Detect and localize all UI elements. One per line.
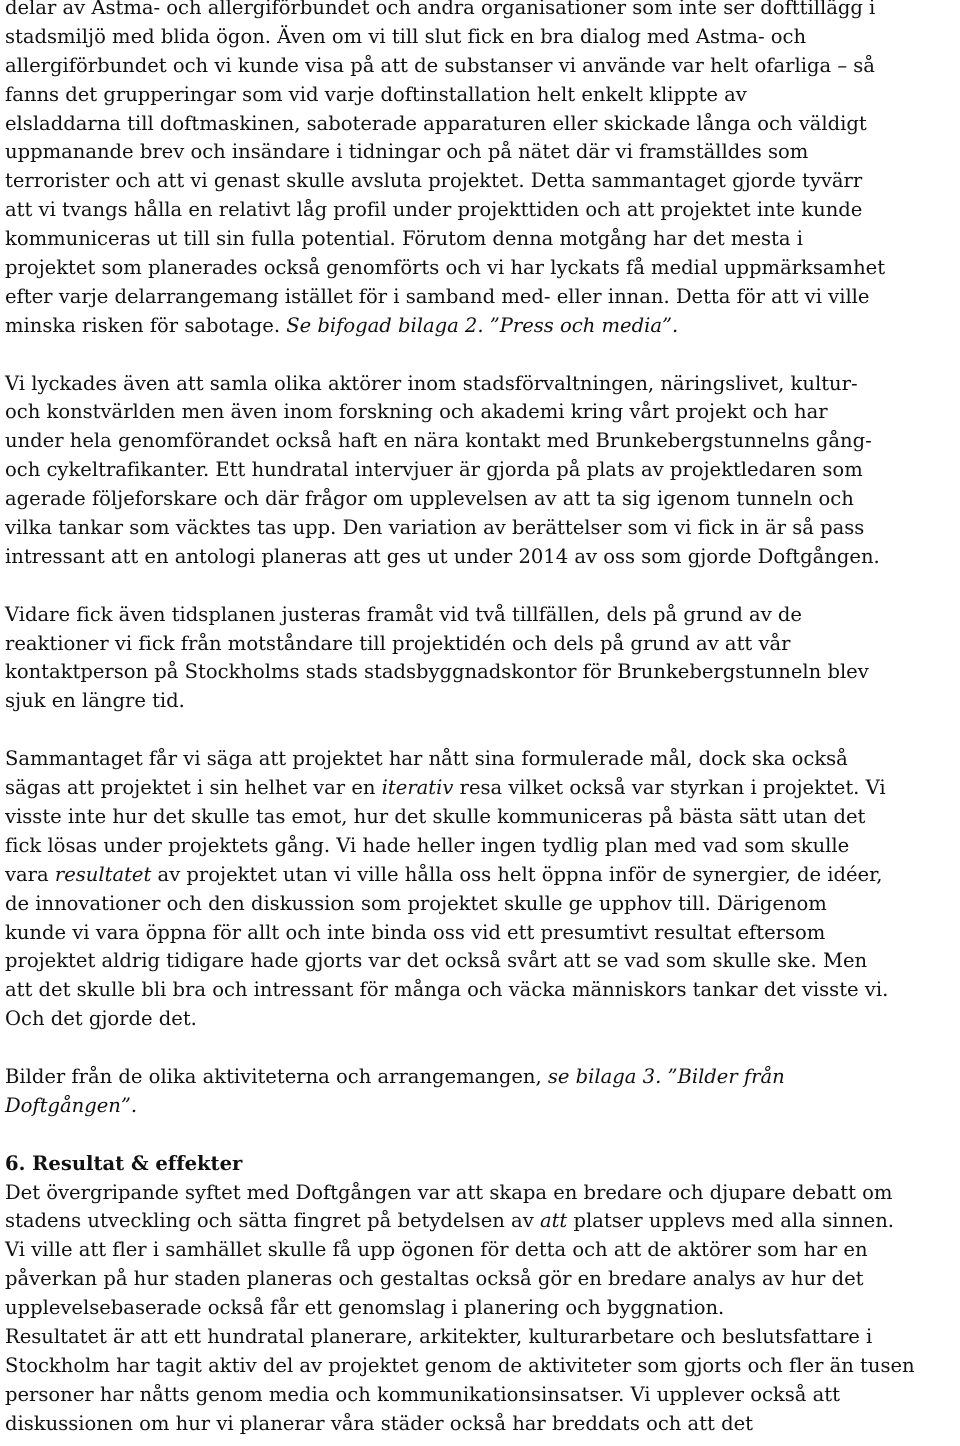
paragraph-3	[5, 601, 957, 717]
text-line: att det skulle bli bra och intressant för många och väcka människors tankar det visste vi.	[5, 978, 889, 1002]
text-line	[5, 312, 957, 341]
text-line: efter varje delarrangemang istället för i samband med- eller innan. Detta för att vi ville	[5, 284, 870, 308]
text-line: terrorister och att vi genast skulle avsluta projektet. Detta sammantaget gjorde tyvärr	[5, 169, 863, 193]
text-line: projektet aldrig tidigare hade gjorts var det också svårt att se vad som skulle ske. Men	[5, 949, 868, 973]
text-run: minska risken för sabotage.	[5, 313, 287, 337]
text-line	[5, 861, 957, 890]
text-line: intressant att en antologi planeras att ges ut under 2014 av oss som gjorde Doftgången.	[5, 544, 880, 568]
paragraph-1	[5, 0, 957, 341]
text-line: Och det gjorde det.	[5, 1007, 197, 1031]
text-line: Stockholm har tagit aktiv del av projektet genom de aktiviteter som gjorts och fler än tusen	[5, 1353, 915, 1377]
text-line: agerade följeforskare och där frågor om upplevelsen av att ta sig igenom tunneln och	[5, 487, 854, 511]
text-run: av projektet utan vi ville hålla oss helt öppna inför de synergier, de idéer,	[151, 862, 883, 886]
text-line: kunde vi vara öppna för allt och inte binda oss vid ett presumtivt resultat eftersom	[5, 920, 826, 944]
text-line: visste inte hur det skulle tas emot, hur det skulle kommuniceras på bästa sätt utan det	[5, 804, 866, 828]
text-line: påverkan på hur staden planeras och gestaltas också gör en bredare analys av hur det	[5, 1267, 864, 1291]
attachment-reference: Se bifogad bilaga 2. ”Press och media”.	[286, 313, 679, 337]
text-line: reaktioner vi fick från motståndare till projektidén och dels på grund av att vår	[5, 631, 791, 655]
text-line	[5, 774, 957, 803]
text-run: sägas att projektet i sin helhet var en	[5, 776, 382, 800]
text-line: delar av Astma- och allergiförbundet och andra organisationer som inte ser dofttillägg i	[5, 0, 876, 19]
text-line: stadsmiljö med blida ögon. Även om vi till slut fick en bra dialog med Astma- och	[5, 24, 807, 48]
text-run: stadens utveckling och sätta fingret på betydelsen av	[5, 1209, 540, 1233]
paragraph-gap	[5, 716, 957, 745]
emphasis: att	[539, 1209, 568, 1233]
paragraph-5	[5, 1063, 957, 1121]
text-line: elsladdarna till doftmaskinen, saboterade apparaturen eller skickade långa och väldigt	[5, 111, 867, 135]
text-line: personer har nåtts genom media och kommunikationsinsatser. Vi upplever också att	[5, 1382, 840, 1406]
paragraph-2	[5, 370, 957, 572]
text-line: fanns det grupperingar som vid varje doftinstallation helt enkelt klippte av	[5, 82, 747, 106]
attachment-reference: Doftgången”.	[5, 1093, 138, 1117]
text-line: under hela genomförandet också haft en nära kontakt med Brunkebergstunnelns gång-	[5, 429, 872, 453]
text-line	[5, 1092, 957, 1121]
paragraph-gap	[5, 1121, 957, 1150]
text-line: Resultatet är att ett hundratal planerare, arkitekter, kulturarbetare och beslutsfattare i	[5, 1324, 873, 1348]
text-line	[5, 1063, 957, 1092]
text-line: att vi tvangs hålla en relativt låg profil under projekttiden och att projektet inte kunde	[5, 198, 863, 222]
text-line: projektet som planerades också genomförts och vi har lyckats få medial uppmärksamhet	[5, 256, 886, 280]
text-line: diskussionen om hur vi planerar våra städer också har breddats och att det	[5, 1411, 753, 1435]
emphasis: resultatet	[54, 862, 152, 886]
attachment-reference: se bilaga 3. ”Bilder från	[547, 1064, 785, 1088]
paragraph-gap	[5, 1034, 957, 1063]
section-heading: 6. Resultat & effekter	[5, 1151, 243, 1175]
text-run: platser upplevs med alla sinnen.	[567, 1209, 894, 1233]
text-line: Vi ville att fler i samhället skulle få upp ögonen för detta och att de aktörer som har en	[5, 1238, 868, 1262]
document-page	[5, 0, 957, 1439]
text-line: allergiförbundet och vi kunde visa på att de substanser vi använde var helt ofarliga – så	[5, 53, 875, 77]
text-line: kommuniceras ut till sin fulla potential. Förutom denna motgång har det mesta i	[5, 227, 803, 251]
text-line: sjuk en längre tid.	[5, 689, 185, 713]
emphasis: iterativ	[381, 776, 454, 800]
text-line	[5, 1207, 957, 1236]
text-run: Bilder från de olika aktiviteterna och arrangemangen,	[5, 1064, 548, 1088]
text-line: kontaktperson på Stockholms stads stadsbyggnadskontor för Brunkebergstunneln blev	[5, 660, 869, 684]
paragraph-gap	[5, 572, 957, 601]
text-line: och konstvärlden men även inom forskning och akademi kring vårt projekt och har	[5, 400, 828, 424]
text-line: och cykeltrafikanter. Ett hundratal intervjuer är gjorda på plats av projektledaren som	[5, 458, 863, 482]
text-line: upplevelsebaserade också får ett genomslag i planering och byggnation.	[5, 1296, 725, 1320]
text-line: fick lösas under projektets gång. Vi hade heller ingen tydlig plan med vad som skulle	[5, 833, 850, 857]
section-results	[5, 1150, 957, 1439]
text-run: resa vilket också var styrkan i projektet. Vi	[453, 776, 886, 800]
text-line: Det övergripande syftet med Doftgången var att skapa en bredare och djupare debatt om	[5, 1180, 893, 1204]
text-line: Sammantaget får vi säga att projektet har nått sina formulerade mål, dock ska också	[5, 747, 848, 771]
text-line: de innovationer och den diskussion som projektet skulle ge upphov till. Därigenom	[5, 891, 827, 915]
text-line: Vi lyckades även att samla olika aktörer inom stadsförvaltningen, näringslivet, kultur-	[5, 371, 858, 395]
paragraph-4	[5, 745, 957, 1034]
text-line: vilka tankar som väcktes tas upp. Den variation av berättelser som vi fick in är så pass	[5, 516, 865, 540]
text-line: Vidare fick även tidsplanen justeras framåt vid två tillfällen, dels på grund av de	[5, 602, 802, 626]
text-line: uppmanande brev och insändare i tidningar och på nätet där vi framställdes som	[5, 140, 809, 164]
text-run: vara	[5, 862, 55, 886]
paragraph-gap	[5, 341, 957, 370]
